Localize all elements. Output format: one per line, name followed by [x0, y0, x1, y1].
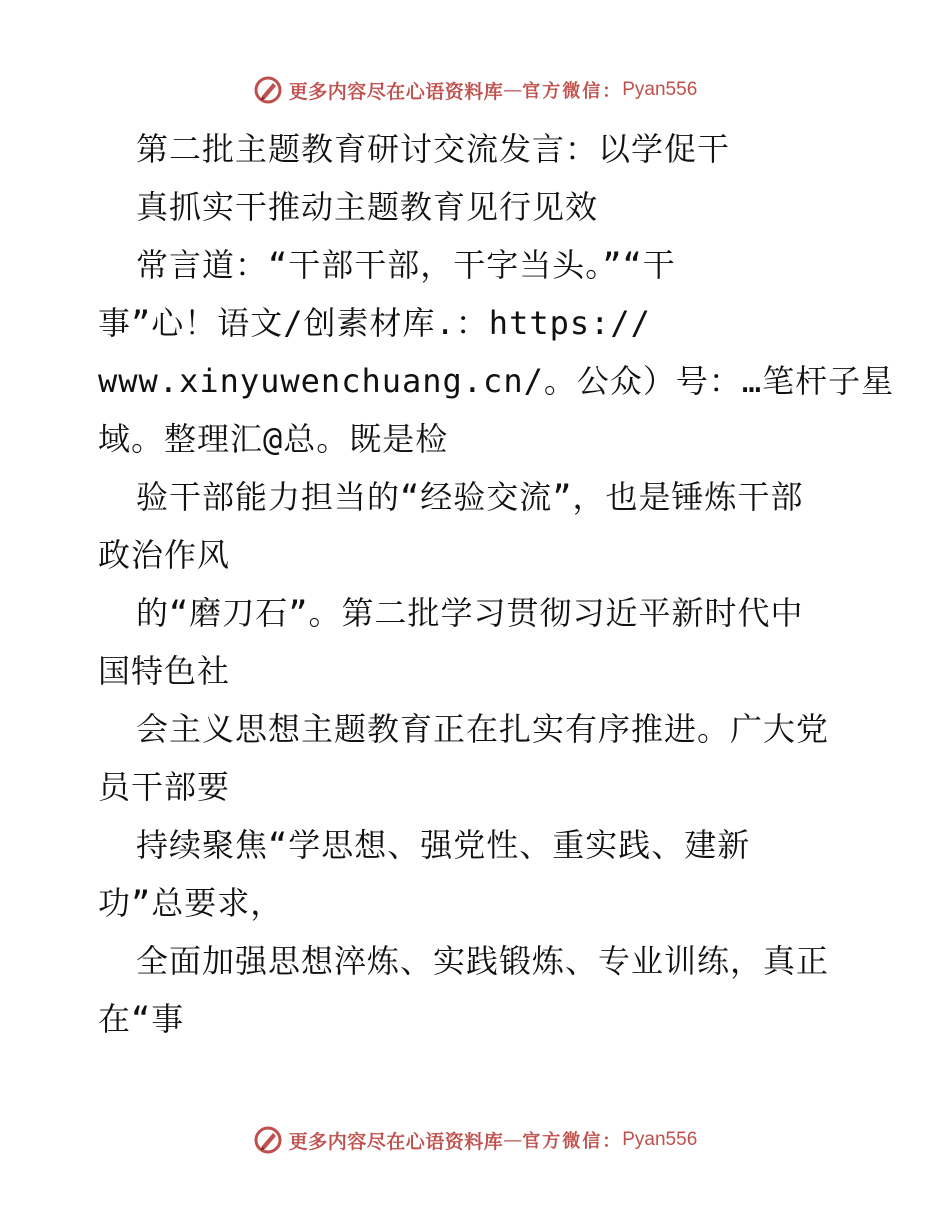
text-line: www.xinyuwenchuang.cn/。公众）号：…笔杆子星 — [98, 362, 895, 400]
text-line: 在“事 — [98, 1000, 185, 1038]
banner-dash: — — [503, 1129, 523, 1151]
banner-wechat-id: Pyan556 — [622, 79, 698, 100]
footer-banner — [0, 1120, 950, 1160]
text-line: 员干部要 — [98, 768, 231, 806]
text-line: 验干部能力担当的“经验交流”，也是锤炼干部 — [136, 478, 804, 516]
banner-wechat-id: Pyan556 — [622, 1129, 698, 1150]
pen-logo-icon — [253, 75, 283, 105]
text-line: 真抓实干推动主题教育见行见效 — [136, 188, 599, 226]
text-line: 域。整理汇@总。既是检 — [98, 420, 449, 458]
text-line: 全面加强思想淬炼、实践锻炼、专业训练，真正 — [136, 942, 830, 980]
text-line: 常言道：“干部干部，干字当头。”“干 — [136, 246, 676, 284]
text-line: 功”总要求， — [98, 884, 284, 922]
text-line: 持续聚焦“学思想、强党性、重实践、建新 — [136, 826, 751, 864]
text-line: 第二批主题教育研讨交流发言：以学促干 — [136, 130, 731, 168]
text-line: 的“磨刀石”。第二批学习贯彻习近平新时代中 — [136, 594, 804, 632]
banner-wechat-label: 官方微信： — [522, 81, 623, 102]
pen-logo-icon — [253, 1125, 283, 1155]
banner-main-text: 更多内容尽在心语资料库 — [288, 80, 504, 103]
banner-main-text: 更多内容尽在心语资料库 — [288, 1130, 504, 1153]
document-body — [98, 120, 895, 1048]
text-line: 事”心！语文/创素材库.：https:// — [98, 304, 651, 342]
header-banner — [0, 70, 950, 110]
text-line: 国特色社 — [98, 652, 231, 690]
banner-wechat-label: 官方微信： — [522, 1131, 623, 1152]
banner-dash: — — [503, 79, 523, 101]
text-line: 政治作风 — [98, 536, 231, 574]
text-line: 会主义思想主题教育正在扎实有序推进。广大党 — [136, 710, 830, 748]
